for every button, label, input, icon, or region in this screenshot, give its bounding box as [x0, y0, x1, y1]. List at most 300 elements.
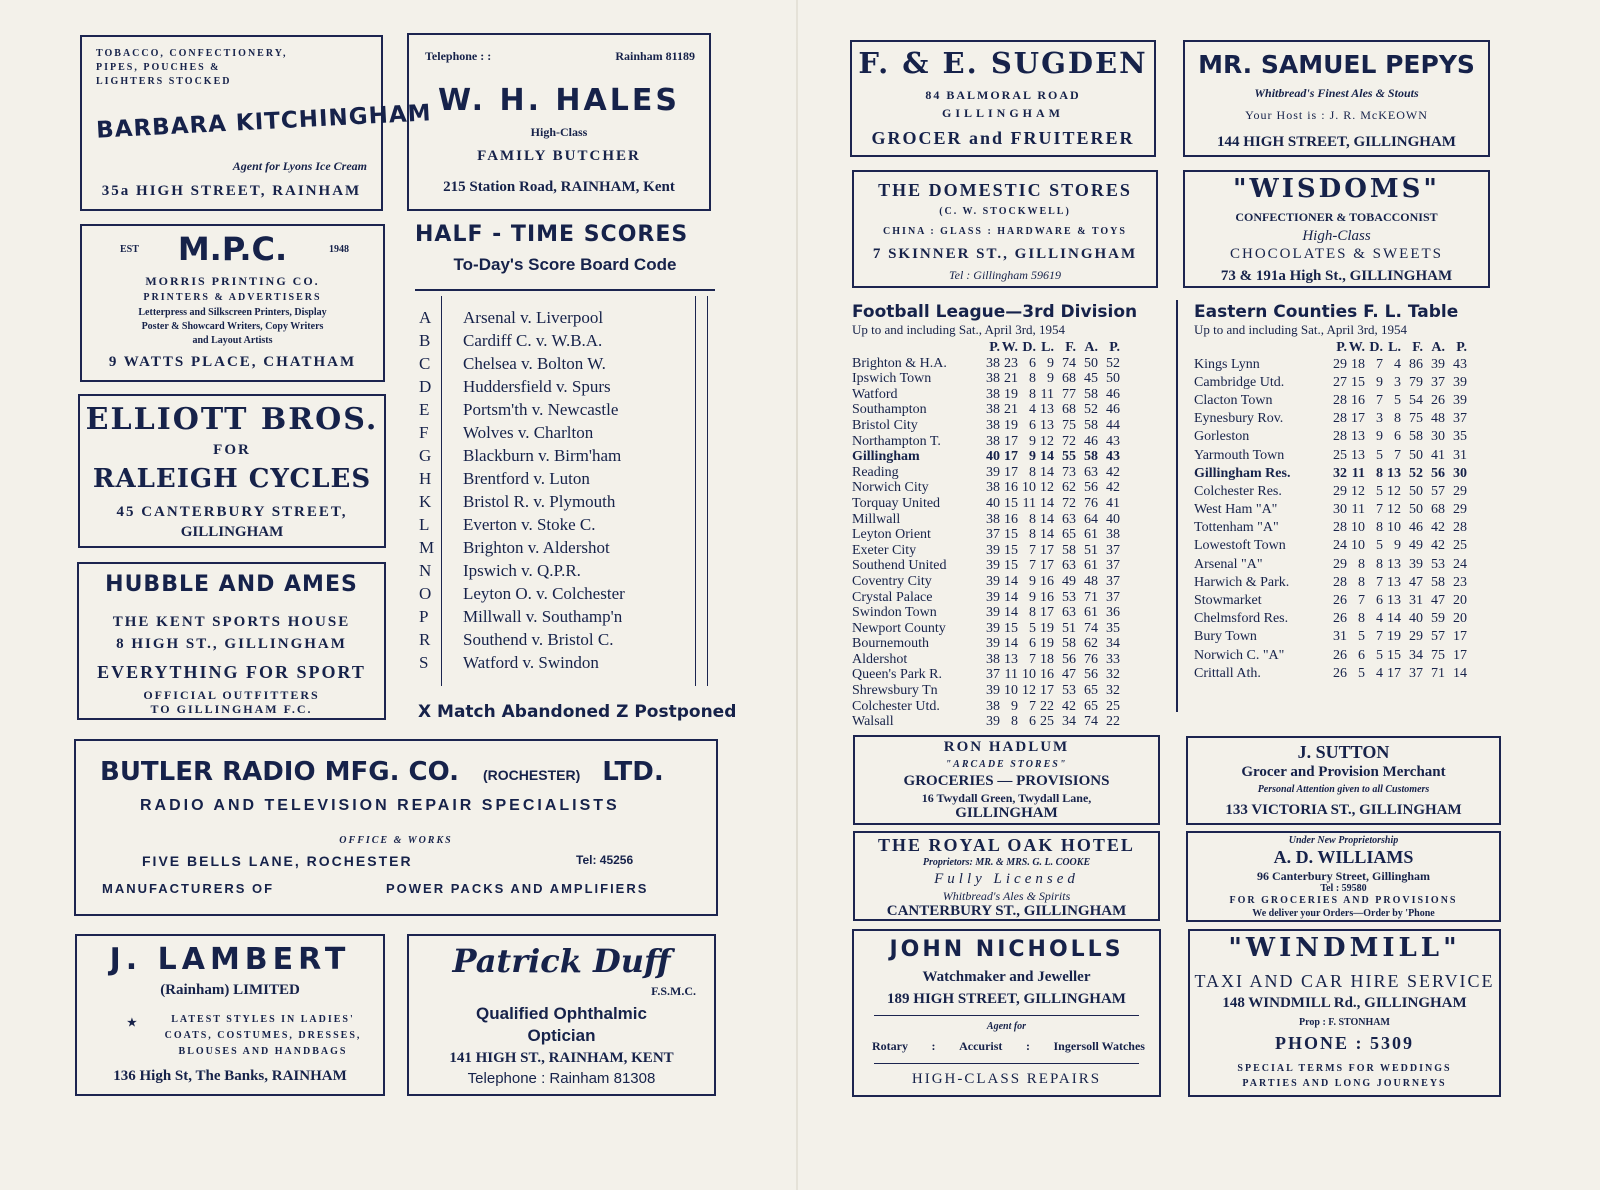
ad-lambert-desc3: BLOUSES AND HANDBAGS [178, 1046, 348, 1057]
ad-royaloak-line1: Fully Licensed [934, 871, 1079, 887]
ad-nicholls-sep1: : [931, 1039, 936, 1053]
league3-cell: 68 [1062, 402, 1076, 418]
league3-team: Colchester Utd. [852, 698, 940, 714]
ad-kitchingham-top3: LIGHTERS STOCKED [96, 76, 232, 87]
eastern-team: Stowmarket [1194, 593, 1262, 609]
league3-headers [852, 340, 1164, 356]
eastern-cell: 43 [1453, 356, 1467, 372]
halftime-code: O [419, 584, 432, 603]
ad-pepys-line2: Your Host is : J. R. McKEOWN [1245, 108, 1428, 122]
ad-nicholls-agent: Agent for [986, 1021, 1027, 1032]
league3-cell: 9 [1029, 449, 1036, 465]
league3-row [852, 434, 1164, 450]
ad-sutton-name: J. SUTTON [1297, 742, 1390, 762]
eastern-cell: 30 [1333, 502, 1347, 518]
league3-row [852, 356, 1164, 372]
league3-cell: 63 [1062, 558, 1076, 574]
halftime-match: Blackburn v. Birm'ham [463, 446, 622, 465]
halftime-match: Portsm'th v. Newcastle [463, 400, 619, 419]
eastern-header-cell: F. [1412, 340, 1423, 355]
eastern-cell: 6 [1394, 429, 1401, 445]
ad-windmill-name: "WINDMILL" [1228, 933, 1461, 963]
ad-duff [407, 934, 716, 1096]
league3-cell: 16 [1004, 511, 1018, 527]
league3-cell: 74 [1084, 714, 1098, 730]
eastern-cell: 14 [1387, 611, 1401, 627]
eastern-cell: 30 [1431, 429, 1445, 445]
halftime-match: Ipswich v. Q.P.R. [463, 561, 581, 580]
ad-pepys-name: MR. SAMUEL PEPYS [1198, 50, 1475, 79]
league3-row [852, 621, 1164, 637]
ad-lambert-name: J. LAMBERT [109, 942, 351, 977]
eastern-cell: 47 [1431, 593, 1445, 609]
league3-cell: 14 [1040, 495, 1054, 511]
league3-cell: 21 [1004, 371, 1018, 387]
eastern-cell: 5 [1358, 665, 1365, 681]
league3-cell: 37 [986, 667, 1000, 683]
league3-cell: 58 [1062, 542, 1076, 558]
ad-nicholls-repairs: HIGH-CLASS REPAIRS [911, 1071, 1102, 1087]
ad-mpc [80, 224, 385, 382]
eastern-cell: 13 [1387, 593, 1401, 609]
ad-sugden-address1: 84 BALMORAL ROAD [925, 88, 1081, 102]
ad-hubble-line2: 8 HIGH ST., GILLINGHAM [116, 636, 347, 652]
ad-sutton-address: 133 VICTORIA ST., GILLINGHAM [1225, 802, 1462, 818]
ad-sutton-line2: Personal Attention given to all Customers [1257, 784, 1430, 795]
ad-sugden-trade: GROCER and FRUITERER [871, 128, 1135, 148]
eastern-team: Lowestoft Town [1194, 538, 1286, 554]
eastern-team: Kings Lynn [1194, 356, 1260, 372]
halftime-subtitle: To-Day's Score Board Code [453, 255, 677, 274]
league3-row [852, 574, 1164, 590]
ad-sutton-line1: Grocer and Provision Merchant [1241, 764, 1446, 780]
eastern-cell: 59 [1431, 611, 1445, 627]
league3-cell: 7 [1029, 558, 1036, 574]
eastern-cell: 13 [1387, 574, 1401, 590]
eastern-cell: 39 [1453, 374, 1467, 390]
league3-team: Millwall [852, 511, 901, 527]
league3-cell: 74 [1062, 355, 1076, 371]
halftime-match: Wolves v. Charlton [463, 423, 594, 442]
league3-cell: 50 [1106, 371, 1120, 387]
league3-team: Queen's Park R. [852, 667, 943, 683]
league3-cell: 15 [1004, 542, 1018, 558]
eastern-cell: 9 [1376, 429, 1383, 445]
eastern-team: Tottenham "A" [1194, 520, 1279, 536]
eastern-team: Cambridge Utd. [1194, 374, 1285, 390]
ad-domestic-owner: (C. W. STOCKWELL) [939, 206, 1071, 217]
ad-williams [1186, 831, 1501, 922]
eastern-cell: 5 [1394, 392, 1401, 408]
ad-elliott-product: RALEIGH CYCLES [92, 464, 372, 494]
league3-cell: 53 [1062, 589, 1076, 605]
eastern-cell: 12 [1351, 483, 1365, 499]
eastern-team: Norwich C. "A" [1194, 647, 1285, 663]
eastern-cell: 50 [1409, 483, 1423, 499]
eastern-cell: 16 [1351, 392, 1365, 408]
eastern-cell: 4 [1394, 356, 1401, 372]
ad-williams-name: A. D. WILLIAMS [1273, 847, 1414, 867]
eastern-cell: 37 [1409, 665, 1423, 681]
eastern-cell: 27 [1333, 374, 1347, 390]
ad-hadlum-line1: GROCERIES — PROVISIONS [903, 773, 1110, 789]
ad-lambert-star: ★ [127, 1017, 137, 1029]
eastern-cell: 46 [1409, 520, 1423, 536]
ad-windmill [1188, 929, 1501, 1097]
eastern-cell: 13 [1351, 429, 1365, 445]
eastern-cell: 7 [1358, 593, 1365, 609]
league3-cell: 61 [1084, 558, 1098, 574]
ad-kitchingham-top1: TOBACCO, CONFECTIONERY, [96, 48, 288, 59]
league3-cell: 16 [1004, 480, 1018, 496]
league3-cell: 14 [1004, 605, 1018, 621]
league3-cell: 38 [1106, 527, 1120, 543]
eastern-cell: 42 [1431, 520, 1445, 536]
eastern-cell: 39 [1453, 392, 1467, 408]
league3-cell: 75 [1062, 417, 1076, 433]
eastern-cell: 13 [1387, 465, 1401, 481]
ad-windmill-address: 148 WINDMILL Rd., GILLINGHAM [1222, 995, 1467, 1011]
halftime-header [415, 222, 715, 291]
eastern-cell: 26 [1333, 593, 1347, 609]
league3-cell: 9 [1029, 589, 1036, 605]
league3-header-cell: A. [1084, 340, 1098, 355]
eastern-header-blank [1194, 340, 1329, 356]
eastern-cell: 57 [1431, 483, 1445, 499]
ad-elliott-address2: GILLINGHAM [180, 524, 284, 540]
ad-kitchingham-top [96, 47, 288, 89]
league3-cell: 12 [1040, 480, 1054, 496]
halftime-match: Huddersfield v. Spurs [463, 377, 611, 396]
eastern-cell: 68 [1431, 502, 1445, 518]
league3-cell: 76 [1084, 651, 1098, 667]
league3-header-cell: L. [1041, 340, 1054, 355]
league3-cell: 39 [986, 589, 1000, 605]
league3-cell: 63 [1084, 464, 1098, 480]
eastern-cell: 9 [1394, 538, 1401, 554]
ad-windmill-line3: PARTIES AND LONG JOURNEYS [1242, 1078, 1447, 1089]
halftime-code: A [419, 308, 432, 327]
league3-cell: 25 [1040, 714, 1054, 730]
eastern-cell: 30 [1453, 465, 1467, 481]
ad-hubble-name: HUBBLE AND AMES [105, 572, 358, 597]
eastern-cell: 9 [1376, 374, 1383, 390]
ad-nicholls-sep2: : [1025, 1039, 1030, 1053]
league3-team: Torquay United [852, 495, 941, 511]
ad-hales-tel: Rainham 81189 [615, 49, 695, 63]
league3-team: Northampton T. [852, 433, 941, 449]
league3-cell: 44 [1106, 417, 1120, 433]
league3-cell: 14 [1004, 636, 1018, 652]
eastern-cell: 8 [1358, 611, 1365, 627]
league3-cell: 41 [1106, 495, 1120, 511]
eastern-cell: 52 [1409, 465, 1423, 481]
eastern-cell: 3 [1394, 374, 1401, 390]
league3-row [852, 636, 1164, 652]
eastern-cell: 26 [1333, 611, 1347, 627]
league3-team: Southend United [852, 558, 947, 574]
eastern-cell: 29 [1333, 556, 1347, 572]
eastern-team: Colchester Res. [1194, 483, 1282, 499]
eastern-header-cell: L. [1388, 340, 1401, 355]
league3-team: Reading [852, 464, 899, 480]
league3-cell: 17 [1004, 449, 1018, 465]
eastern-cell: 50 [1409, 502, 1423, 518]
league3-row [852, 387, 1164, 403]
league3-cell: 39 [986, 542, 1000, 558]
halftime-rule-right2 [707, 296, 708, 686]
halftime-code: M [419, 538, 435, 557]
eastern-cell: 29 [1333, 483, 1347, 499]
league3-cell: 4 [1029, 402, 1036, 418]
league3-cell: 37 [1106, 589, 1120, 605]
league3-row [852, 590, 1164, 606]
eastern-cell: 11 [1351, 502, 1365, 518]
ad-hadlum [853, 735, 1160, 825]
league3-cell: 15 [1004, 620, 1018, 636]
league3-cell: 65 [1062, 527, 1076, 543]
league3-cell: 38 [986, 355, 1000, 371]
league3-cell: 21 [1004, 402, 1018, 418]
league3-rows [852, 356, 1164, 730]
eastern-cell: 34 [1409, 647, 1423, 663]
ad-williams-top: Under New Proprietorship [1288, 835, 1399, 846]
eastern-cell: 10 [1351, 538, 1365, 554]
league3-cell: 14 [1040, 464, 1054, 480]
league3-cell: 48 [1084, 573, 1098, 589]
league3-table [852, 302, 1164, 730]
league3-cell: 56 [1084, 667, 1098, 683]
league3-team: Gillingham [852, 449, 920, 465]
ad-royaloak [853, 831, 1160, 921]
ad-mpc-est: EST [120, 244, 139, 255]
league3-cell: 7 [1029, 542, 1036, 558]
league3-cell: 22 [1106, 714, 1120, 730]
halftime-code: G [419, 446, 432, 465]
eastern-row [1194, 501, 1504, 519]
eastern-cell: 58 [1409, 429, 1423, 445]
league3-subtitle: Up to and including Sat., April 3rd, 1954 [852, 322, 1066, 337]
league3-cell: 43 [1106, 433, 1120, 449]
league3-cell: 5 [1029, 620, 1036, 636]
league3-cell: 32 [1106, 667, 1120, 683]
league3-team: Walsall [852, 714, 894, 730]
league3-cell: 13 [1004, 651, 1018, 667]
ad-kitchingham-address: 35a HIGH STREET, RAINHAM [101, 183, 362, 199]
eastern-cell: 17 [1351, 411, 1365, 427]
eastern-row [1194, 428, 1504, 446]
ad-sugden [850, 40, 1156, 157]
ad-domestic-name: THE DOMESTIC STORES [878, 180, 1132, 200]
ad-williams-address: 96 Canterbury Street, Gillingham [1256, 869, 1431, 883]
ad-butler-ltd: LTD. [602, 757, 664, 787]
ad-duff-quals: F.S.M.C. [651, 984, 696, 998]
eastern-cell: 8 [1376, 556, 1383, 572]
eastern-header-cell: W. [1348, 340, 1365, 355]
league3-header-cell: P. [1109, 340, 1120, 355]
eastern-cell: 29 [1409, 629, 1423, 645]
eastern-cell: 48 [1431, 411, 1445, 427]
league3-cell: 38 [986, 386, 1000, 402]
league3-header-blank [852, 340, 982, 356]
ad-elliott [78, 394, 386, 548]
eastern-cell: 8 [1358, 574, 1365, 590]
ad-royaloak-props: Proprietors: MR. & MRS. G. L. COOKE [922, 857, 1091, 868]
league3-row [852, 480, 1164, 496]
league3-row [852, 418, 1164, 434]
league3-cell: 9 [1047, 355, 1054, 371]
halftime-code: S [419, 653, 429, 672]
eastern-row [1194, 392, 1504, 410]
league3-cell: 14 [1004, 573, 1018, 589]
eastern-cell: 79 [1409, 374, 1423, 390]
eastern-cell: 25 [1453, 538, 1467, 554]
eastern-headers [1194, 340, 1504, 356]
eastern-cell: 31 [1409, 593, 1423, 609]
ad-nicholls-rule1 [874, 1015, 1139, 1016]
halftime-code: C [419, 354, 431, 373]
league3-cell: 65 [1084, 683, 1098, 699]
eastern-team: Bury Town [1194, 629, 1257, 645]
ad-kitchingham-top2: PIPES, POUCHES & [96, 62, 221, 73]
league3-cell: 8 [1029, 511, 1036, 527]
eastern-cell: 57 [1431, 629, 1445, 645]
league3-cell: 6 [1029, 714, 1036, 730]
league3-cell: 17 [1040, 542, 1054, 558]
league3-cell: 36 [1106, 605, 1120, 621]
ad-windmill-line2: SPECIAL TERMS FOR WEDDINGS [1237, 1063, 1452, 1074]
league3-cell: 42 [1106, 464, 1120, 480]
league3-cell: 16 [1040, 573, 1054, 589]
ad-windmill-phone: PHONE : 5309 [1275, 1033, 1414, 1053]
eastern-team: Arsenal "A" [1194, 556, 1263, 572]
ad-hales-name: W. H. HALES [438, 83, 680, 118]
eastern-team: Yarmouth Town [1194, 447, 1285, 463]
league3-cell: 8 [1029, 527, 1036, 543]
eastern-cell: 17 [1453, 629, 1467, 645]
eastern-cell: 26 [1333, 647, 1347, 663]
eastern-row [1194, 556, 1504, 574]
ad-kitchingham [80, 35, 433, 211]
halftime-rule-right1 [695, 296, 696, 686]
eastern-cell: 58 [1431, 574, 1445, 590]
ad-mpc-company: MORRIS PRINTING CO. [145, 274, 320, 288]
eastern-cell: 32 [1333, 465, 1347, 481]
ad-lambert [75, 934, 385, 1096]
ad-duff-line2: Optician [527, 1026, 596, 1045]
halftime-footer: X Match Abandoned Z Postponed [418, 702, 737, 722]
league3-cell: 32 [1106, 683, 1120, 699]
league3-cell: 42 [1106, 480, 1120, 496]
league3-row [852, 402, 1164, 418]
league3-cell: 15 [1004, 558, 1018, 574]
league3-cell: 6 [1029, 417, 1036, 433]
league3-cell: 10 [1022, 480, 1036, 496]
league3-cell: 18 [1040, 651, 1054, 667]
halftime-match: Cardiff C. v. W.B.A. [463, 331, 603, 350]
league3-cell: 52 [1084, 402, 1098, 418]
league3-team: Brighton & H.A. [852, 355, 947, 371]
league3-cell: 34 [1106, 636, 1120, 652]
eastern-row [1194, 410, 1504, 428]
league3-cell: 17 [1040, 558, 1054, 574]
league3-cell: 39 [986, 605, 1000, 621]
eastern-table [1194, 302, 1504, 683]
league3-cell: 58 [1084, 449, 1098, 465]
ad-duff-line1: Qualified Ophthalmic [476, 1004, 647, 1023]
halftime-code: P [419, 607, 429, 626]
league3-row [852, 496, 1164, 512]
league3-cell: 46 [1106, 402, 1120, 418]
league3-team: Newport County [852, 620, 946, 636]
ad-lambert-desc2: COATS, COSTUMES, DRESSES, [164, 1030, 362, 1041]
eastern-cell: 17 [1453, 647, 1467, 663]
league3-cell: 40 [986, 495, 1000, 511]
eastern-cell: 17 [1387, 665, 1401, 681]
ad-hubble-line5: TO GILLINGHAM F.C. [150, 702, 313, 716]
eastern-row [1194, 519, 1504, 537]
league3-cell: 72 [1062, 433, 1076, 449]
league3-cell: 6 [1029, 355, 1036, 371]
ad-windmill-line1: TAXI AND CAR HIRE SERVICE [1194, 971, 1495, 991]
halftime-title: HALF - TIME SCORES [415, 222, 689, 247]
eastern-cell: 13 [1351, 447, 1365, 463]
eastern-cell: 29 [1453, 483, 1467, 499]
ad-sutton [1186, 736, 1501, 825]
eastern-cell: 8 [1376, 465, 1383, 481]
eastern-cell: 3 [1376, 411, 1383, 427]
eastern-cell: 11 [1351, 465, 1365, 481]
ad-royaloak-address: CANTERBURY ST., GILLINGHAM [886, 903, 1127, 919]
ad-kitchingham-agent: Agent for Lyons Ice Cream [232, 159, 367, 173]
eastern-cell: 5 [1376, 538, 1383, 554]
ad-butler-tel: Tel: 45256 [576, 853, 634, 867]
eastern-cell: 28 [1333, 392, 1347, 408]
ad-hales-line2: FAMILY BUTCHER [477, 148, 641, 164]
eastern-cell: 8 [1394, 411, 1401, 427]
league3-cell: 40 [986, 449, 1000, 465]
league3-cell: 63 [1062, 511, 1076, 527]
league3-team: Aldershot [852, 651, 908, 667]
league3-row [852, 667, 1164, 683]
league3-cell: 62 [1062, 480, 1076, 496]
eastern-row [1194, 537, 1504, 555]
ad-domestic [852, 170, 1158, 288]
eastern-cell: 28 [1333, 520, 1347, 536]
league3-cell: 37 [986, 527, 1000, 543]
ad-williams-line2: We deliver your Orders—Order by 'Phone [1252, 908, 1435, 919]
ad-pepys-line1: Whitbread's Finest Ales & Stouts [1254, 86, 1419, 100]
halftime-match: Everton v. Stoke C. [463, 515, 596, 534]
ad-hubble-line1: THE KENT SPORTS HOUSE [112, 614, 351, 630]
ad-hubble-line4: OFFICIAL OUTFITTERS [143, 688, 320, 702]
halftime-code: D [419, 377, 432, 396]
ad-wisdoms-line3: CHOCOLATES & SWEETS [1229, 246, 1443, 262]
league3-title: Football League—3rd Division [852, 302, 1138, 322]
league3-cell: 8 [1029, 605, 1036, 621]
league3-team: Ipswich Town [852, 371, 932, 387]
league3-cell: 9 [1029, 573, 1036, 589]
league3-cell: 61 [1084, 527, 1098, 543]
ad-sugden-address2: GILLINGHAM [941, 106, 1064, 120]
eastern-cell: 5 [1376, 647, 1383, 663]
eastern-cell: 86 [1409, 356, 1423, 372]
ad-nicholls-address: 189 HIGH STREET, GILLINGHAM [887, 991, 1126, 1007]
eastern-cell: 37 [1431, 374, 1445, 390]
league3-cell: 38 [986, 480, 1000, 496]
ad-nicholls-line1: Watchmaker and Jeweller [922, 969, 1091, 985]
eastern-cell: 35 [1453, 429, 1467, 445]
